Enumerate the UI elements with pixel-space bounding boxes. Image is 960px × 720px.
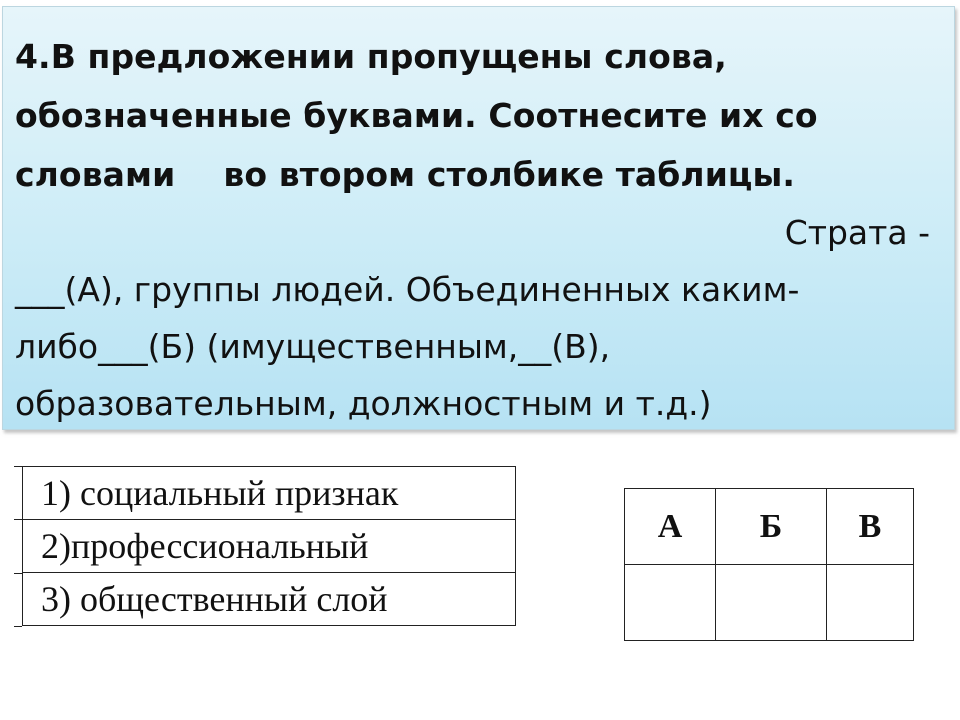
table-row <box>23 520 516 573</box>
task-body <box>15 204 938 432</box>
answer-header-v: В <box>827 489 914 565</box>
answer-header-a: А <box>625 489 716 565</box>
task-title <box>15 27 938 204</box>
table-row <box>23 467 516 520</box>
answer-cell-b[interactable] <box>716 565 827 641</box>
task-body-line: Страта - <box>784 213 930 252</box>
task-title-fragment: словами <box>15 155 176 194</box>
table-row <box>23 573 516 626</box>
task-title-fragment: во втором столбике таблицы. <box>223 155 796 194</box>
task-body-line: либо___(Б) (имущественным,__(В), <box>15 327 611 366</box>
task-title-line: обозначенные буквами. Соотнесите их со <box>15 96 818 135</box>
answer-header-row <box>625 489 914 565</box>
answer-cell-v[interactable] <box>827 565 914 641</box>
task-title-line <box>15 145 938 204</box>
answer-cell-a[interactable] <box>625 565 716 641</box>
answer-table <box>624 488 914 641</box>
option-cell: 3) общественный слой <box>23 573 516 626</box>
option-cell: 1) социальный признак <box>23 467 516 520</box>
options-table <box>22 466 516 626</box>
task-body-line: ___(А), группы людей. Объединенных каким- <box>15 270 800 309</box>
option-cell: 2)профессиональный <box>23 520 516 573</box>
table-edge-marks <box>14 466 22 628</box>
answer-header-b: Б <box>716 489 827 565</box>
task-body-line: образовательным, должностным и т.д.) <box>15 384 712 423</box>
task-title-line: 4.В предложении пропущены слова, <box>15 37 727 76</box>
answer-input-row <box>625 565 914 641</box>
task-box <box>2 6 955 430</box>
